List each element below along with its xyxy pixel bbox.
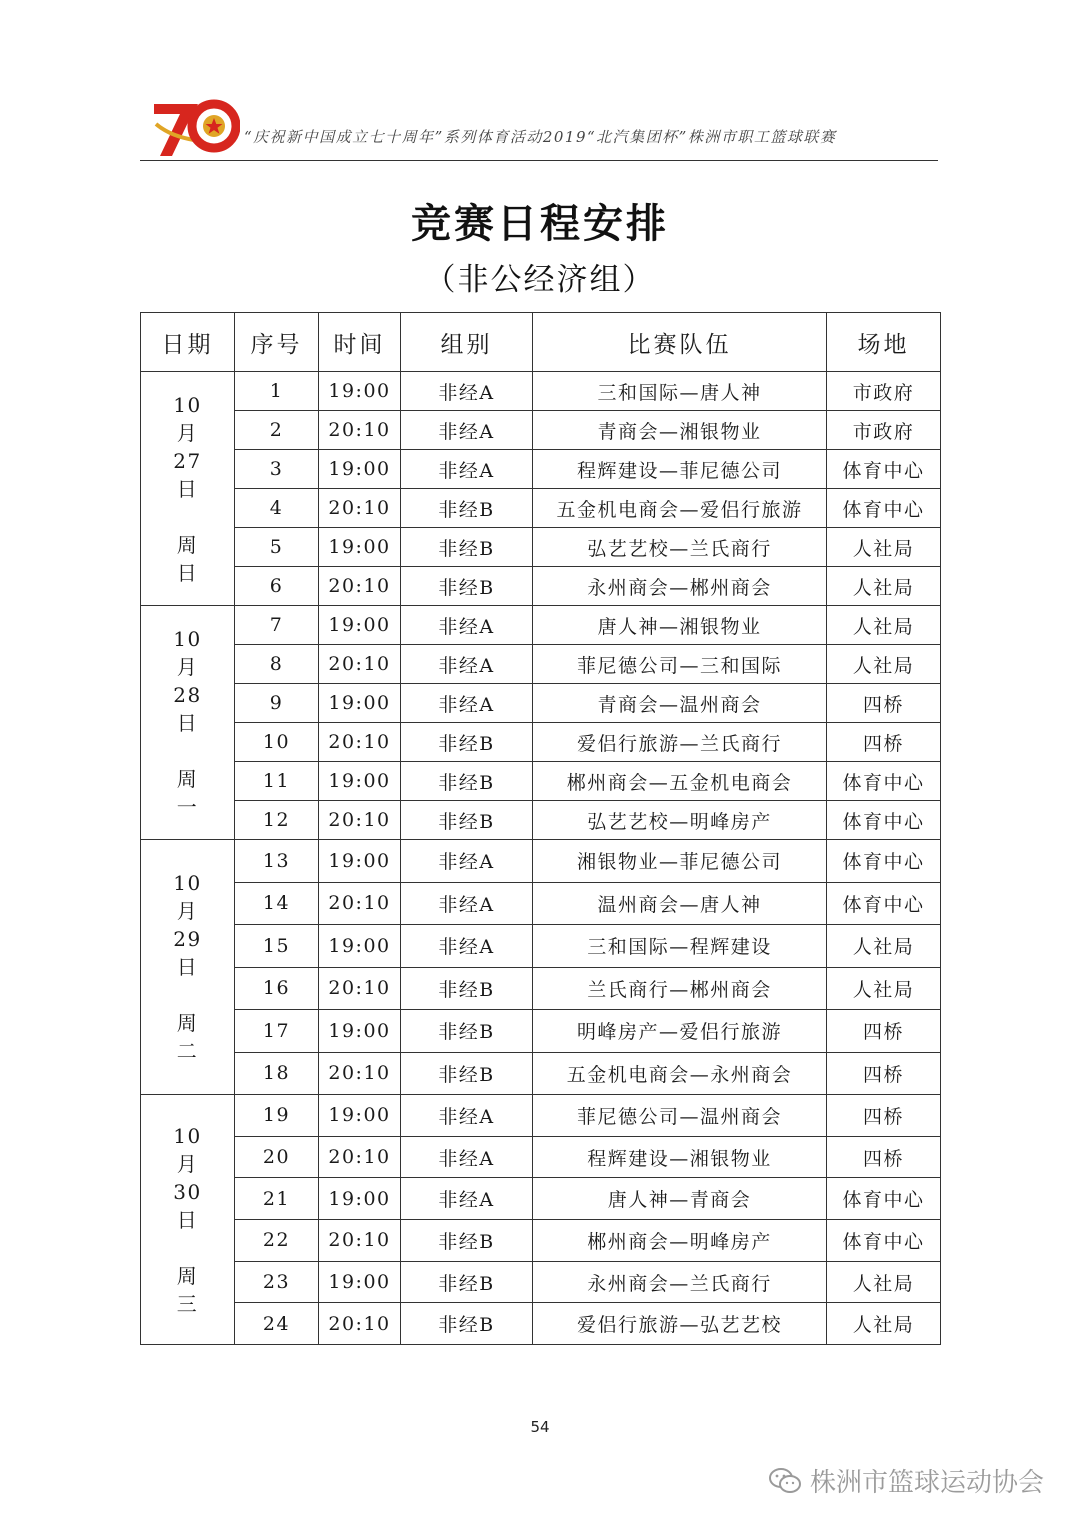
table-row (141, 567, 941, 606)
weekday-label: 周三 (176, 1263, 199, 1316)
match-venue-cell: 四桥 (827, 684, 941, 723)
table-row (141, 411, 941, 450)
match-teams-cell: 弘艺艺校—兰氏商行 (533, 528, 827, 567)
table-row (141, 1052, 941, 1095)
match-number-cell: 17 (235, 1010, 319, 1053)
match-group-cell: 非经A (401, 645, 533, 684)
match-teams-cell: 永州商会—郴州商会 (533, 567, 827, 606)
match-number-cell: 6 (235, 567, 319, 606)
match-group-cell: 非经A (401, 1136, 533, 1178)
match-teams-cell: 青商会—温州商会 (533, 684, 827, 723)
table-row (141, 1303, 941, 1345)
match-group-cell: 非经B (401, 1220, 533, 1262)
match-time-cell: 19:00 (319, 372, 401, 411)
match-venue-cell: 人社局 (827, 567, 941, 606)
watermark (768, 1462, 1044, 1499)
match-group-cell: 非经B (401, 1052, 533, 1095)
date-cell (141, 840, 235, 1095)
match-teams-cell: 菲尼德公司—三和国际 (533, 645, 827, 684)
match-venue-cell: 体育中心 (827, 801, 941, 840)
match-teams-cell: 永州商会—兰氏商行 (533, 1261, 827, 1303)
match-venue-cell: 人社局 (827, 1303, 941, 1345)
table-row (141, 1261, 941, 1303)
date-cell (141, 372, 235, 606)
match-group-cell: 非经B (401, 1261, 533, 1303)
match-teams-cell: 菲尼德公司—温州商会 (533, 1095, 827, 1137)
match-number-cell: 24 (235, 1303, 319, 1345)
match-teams-cell: 郴州商会—五金机电商会 (533, 762, 827, 801)
match-time-cell: 19:00 (319, 684, 401, 723)
table-row (141, 1010, 941, 1053)
match-time-cell: 20:10 (319, 1303, 401, 1345)
match-time-cell: 19:00 (319, 1010, 401, 1053)
table-row (141, 450, 941, 489)
match-time-cell: 20:10 (319, 1052, 401, 1095)
match-group-cell: 非经A (401, 1178, 533, 1220)
match-time-cell: 20:10 (319, 567, 401, 606)
table-row (141, 1136, 941, 1178)
match-group-cell: 非经B (401, 801, 533, 840)
match-venue-cell: 体育中心 (827, 762, 941, 801)
match-time-cell: 19:00 (319, 528, 401, 567)
match-number-cell: 12 (235, 801, 319, 840)
match-teams-cell: 程辉建设—菲尼德公司 (533, 450, 827, 489)
match-time-cell: 20:10 (319, 1220, 401, 1262)
match-venue-cell: 四桥 (827, 1052, 941, 1095)
date-cell (141, 1095, 235, 1345)
match-time-cell: 20:10 (319, 967, 401, 1010)
match-number-cell: 22 (235, 1220, 319, 1262)
column-header-time: 时间 (319, 313, 401, 372)
watermark-text: 株洲市篮球运动协会 (809, 1468, 1044, 1498)
match-number-cell: 2 (235, 411, 319, 450)
match-group-cell: 非经B (401, 489, 533, 528)
match-time-cell: 20:10 (319, 411, 401, 450)
page-title: 竞赛日程安排 (411, 200, 669, 247)
table-row (141, 684, 941, 723)
match-number-cell: 20 (235, 1136, 319, 1178)
match-venue-cell: 体育中心 (827, 489, 941, 528)
match-teams-cell: 明峰房产—爱侣行旅游 (533, 1010, 827, 1053)
match-teams-cell: 三和国际—程辉建设 (533, 925, 827, 968)
match-number-cell: 4 (235, 489, 319, 528)
match-number-cell: 21 (235, 1178, 319, 1220)
match-teams-cell: 温州商会—唐人神 (533, 882, 827, 925)
weekday-label: 周二 (176, 1011, 199, 1063)
match-venue-cell: 市政府 (827, 372, 941, 411)
wechat-icon (768, 1467, 802, 1495)
match-number-cell: 10 (235, 723, 319, 762)
match-group-cell: 非经B (401, 762, 533, 801)
match-group-cell: 非经A (401, 882, 533, 925)
match-teams-cell: 青商会—湘银物业 (533, 411, 827, 450)
table-row (141, 528, 941, 567)
match-venue-cell: 人社局 (827, 925, 941, 968)
match-number-cell: 9 (235, 684, 319, 723)
match-number-cell: 15 (235, 925, 319, 968)
match-group-cell: 非经B (401, 567, 533, 606)
match-venue-cell: 四桥 (827, 1095, 941, 1137)
match-time-cell: 20:10 (319, 489, 401, 528)
match-number-cell: 19 (235, 1095, 319, 1137)
table-row (141, 925, 941, 968)
header-divider (140, 160, 938, 161)
table-row (141, 882, 941, 925)
match-venue-cell: 人社局 (827, 528, 941, 567)
anniversary-70-logo-icon (150, 96, 240, 162)
match-number-cell: 8 (235, 645, 319, 684)
match-venue-cell: 体育中心 (827, 1220, 941, 1262)
match-venue-cell: 人社局 (827, 606, 941, 645)
schedule-body (141, 372, 941, 1345)
match-time-cell: 20:10 (319, 801, 401, 840)
match-time-cell: 19:00 (319, 606, 401, 645)
column-header-teams: 比赛队伍 (533, 313, 827, 372)
table-header-row (141, 313, 941, 372)
match-group-cell: 非经B (401, 1303, 533, 1345)
match-time-cell: 20:10 (319, 723, 401, 762)
match-number-cell: 3 (235, 450, 319, 489)
column-header-number: 序号 (235, 313, 319, 372)
match-time-cell: 19:00 (319, 762, 401, 801)
schedule-table (140, 312, 941, 1345)
table-row (141, 723, 941, 762)
match-time-cell: 19:00 (319, 925, 401, 968)
match-teams-cell: 弘艺艺校—明峰房产 (533, 801, 827, 840)
date-label: 10月29日 (173, 871, 202, 979)
match-time-cell: 19:00 (319, 840, 401, 883)
match-venue-cell: 四桥 (827, 1010, 941, 1053)
table-row (141, 801, 941, 840)
match-number-cell: 23 (235, 1261, 319, 1303)
match-teams-cell: 爱侣行旅游—弘艺艺校 (533, 1303, 827, 1345)
match-teams-cell: 唐人神—湘银物业 (533, 606, 827, 645)
match-venue-cell: 人社局 (827, 1261, 941, 1303)
match-group-cell: 非经A (401, 840, 533, 883)
match-teams-cell: 郴州商会—明峰房产 (533, 1220, 827, 1262)
match-teams-cell: 唐人神—青商会 (533, 1178, 827, 1220)
match-number-cell: 1 (235, 372, 319, 411)
column-header-group: 组别 (401, 313, 533, 372)
table-row (141, 967, 941, 1010)
match-number-cell: 16 (235, 967, 319, 1010)
match-teams-cell: 五金机电商会—永州商会 (533, 1052, 827, 1095)
table-row (141, 606, 941, 645)
match-venue-cell: 体育中心 (827, 840, 941, 883)
page-header (140, 96, 938, 162)
table-row (141, 762, 941, 801)
table-row (141, 372, 941, 411)
column-header-date: 日期 (141, 313, 235, 372)
match-time-cell: 19:00 (319, 1095, 401, 1137)
match-teams-cell: 三和国际—唐人神 (533, 372, 827, 411)
header-title: “庆祝新中国成立七十周年”系列体育活动2019“北汽集团杯”株洲市职工篮球联赛 (244, 128, 837, 146)
match-group-cell: 非经A (401, 1095, 533, 1137)
page-subtitle: （非公经济组） (424, 262, 656, 298)
match-group-cell: 非经B (401, 1010, 533, 1053)
match-venue-cell: 体育中心 (827, 450, 941, 489)
date-cell (141, 606, 235, 840)
page-number: 54 (530, 1418, 550, 1436)
match-teams-cell: 兰氏商行—郴州商会 (533, 967, 827, 1010)
match-group-cell: 非经A (401, 450, 533, 489)
match-time-cell: 19:00 (319, 1178, 401, 1220)
match-teams-cell: 程辉建设—湘银物业 (533, 1136, 827, 1178)
match-venue-cell: 市政府 (827, 411, 941, 450)
match-number-cell: 5 (235, 528, 319, 567)
weekday-label: 周日 (176, 532, 199, 585)
table-row (141, 1220, 941, 1262)
match-venue-cell: 人社局 (827, 645, 941, 684)
match-venue-cell: 人社局 (827, 967, 941, 1010)
match-teams-cell: 五金机电商会—爱侣行旅游 (533, 489, 827, 528)
date-label: 10月27日 (173, 392, 202, 501)
match-venue-cell: 体育中心 (827, 882, 941, 925)
match-teams-cell: 爱侣行旅游—兰氏商行 (533, 723, 827, 762)
match-group-cell: 非经A (401, 925, 533, 968)
table-row (141, 1095, 941, 1137)
match-time-cell: 20:10 (319, 645, 401, 684)
match-group-cell: 非经A (401, 684, 533, 723)
match-teams-cell: 湘银物业—菲尼德公司 (533, 840, 827, 883)
match-number-cell: 11 (235, 762, 319, 801)
weekday-label: 周一 (176, 766, 199, 819)
match-number-cell: 7 (235, 606, 319, 645)
match-group-cell: 非经B (401, 723, 533, 762)
match-time-cell: 20:10 (319, 882, 401, 925)
match-group-cell: 非经A (401, 372, 533, 411)
match-time-cell: 19:00 (319, 450, 401, 489)
match-time-cell: 19:00 (319, 1261, 401, 1303)
match-venue-cell: 四桥 (827, 723, 941, 762)
date-label: 10月28日 (173, 626, 202, 735)
match-number-cell: 18 (235, 1052, 319, 1095)
date-label: 10月30日 (173, 1123, 202, 1232)
table-row (141, 489, 941, 528)
column-header-venue: 场地 (827, 313, 941, 372)
match-venue-cell: 四桥 (827, 1136, 941, 1178)
table-row (141, 1178, 941, 1220)
match-venue-cell: 体育中心 (827, 1178, 941, 1220)
match-number-cell: 13 (235, 840, 319, 883)
match-group-cell: 非经A (401, 606, 533, 645)
match-number-cell: 14 (235, 882, 319, 925)
match-group-cell: 非经B (401, 967, 533, 1010)
table-row (141, 840, 941, 883)
match-group-cell: 非经A (401, 411, 533, 450)
match-group-cell: 非经B (401, 528, 533, 567)
match-time-cell: 20:10 (319, 1136, 401, 1178)
table-row (141, 645, 941, 684)
